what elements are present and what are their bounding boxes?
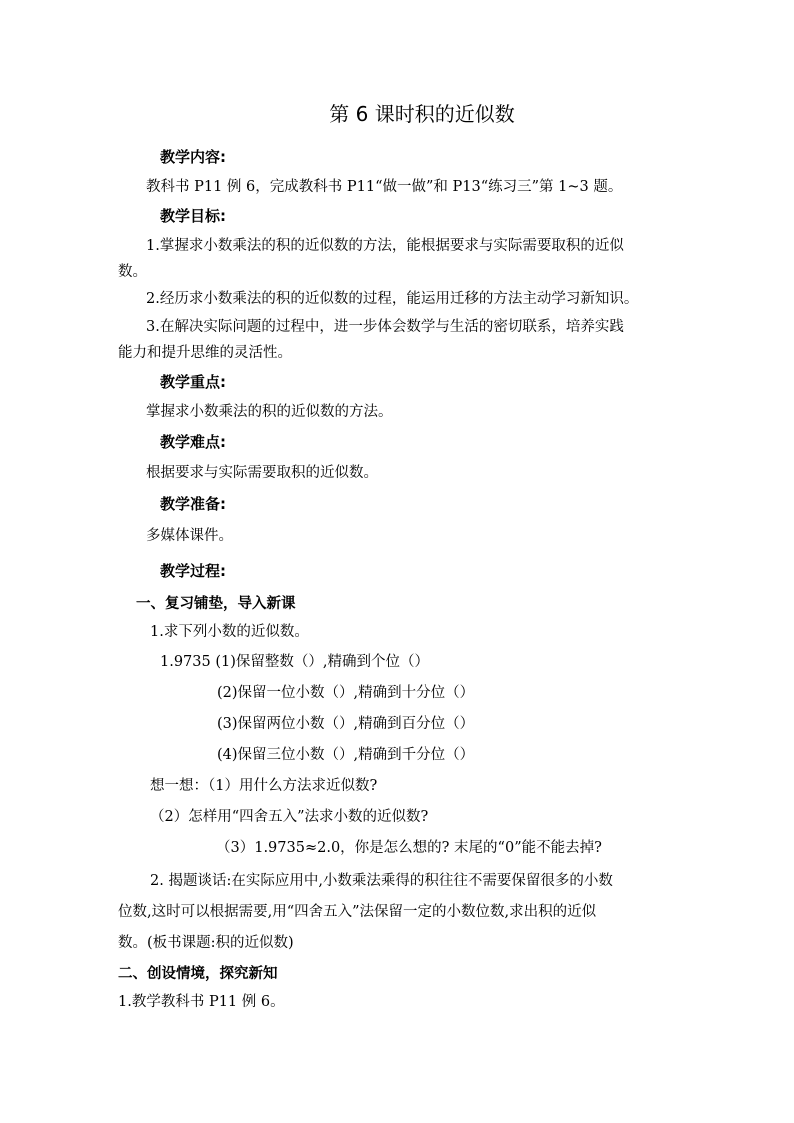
part-1-heading: 一、复习铺垫，导入新课 (136, 595, 296, 612)
think-3: （3）1.9735≈2.0，你是怎么想的? 末尾的“0”能不能去掉? (216, 840, 602, 856)
part-1-item-1: 1.求下列小数的近似数。 (150, 624, 309, 640)
key-text: 掌握求小数乘法的积的近似数的方法。 (146, 404, 393, 420)
part-2-heading: 二、创设情境，探究新知 (118, 965, 278, 982)
prep-heading: 教学准备: (160, 495, 226, 513)
question-2: (2)保留一位小数（）,精确到十分位（） (217, 685, 475, 701)
goal-3-line-2: 能力和提升思维的灵活性。 (118, 345, 292, 361)
think-1: 想一想：（1）用什么方法求近似数? (150, 778, 378, 794)
goal-3-line-1: 3.在解决实际问题的过程中，进一步体会数学与生活的密切联系，培养实践 (146, 319, 624, 335)
question-3: (3)保留两位小数（）,精确到百分位（） (217, 716, 475, 732)
content-text: 教科书 P11 例 6，完成教科书 P11“做一做”和 P13“练习三”第 1~3 题。 (146, 179, 623, 195)
goal-1-line-1: 1.掌握求小数乘法的积的近似数的方法，能根据要求与实际需要取积的近似 (146, 238, 624, 254)
difficulty-text: 根据要求与实际需要取积的近似数。 (146, 465, 378, 481)
part-1-item-2-line-1: 2. 揭题谈话:在实际应用中,小数乘法乘得的积往往不需要保留很多的小数 (150, 873, 613, 889)
question-1: 1.9735 (1)保留整数（）,精确到个位（） (160, 654, 429, 670)
goal-1-line-2: 数。 (118, 264, 147, 280)
goal-2: 2.经历求小数乘法的积的近似数的过程，能运用迁移的方法主动学习新知识。 (146, 291, 639, 307)
prep-text: 多媒体课件。 (146, 528, 233, 544)
page-title: 第 6 课时积的近似数 (329, 102, 515, 126)
part-2-item-1: 1.教学教科书 P11 例 6。 (118, 994, 285, 1010)
difficulty-heading: 教学难点: (160, 433, 226, 451)
key-heading: 教学重点: (160, 373, 226, 391)
part-1-item-2-line-3: 数。(板书课题:积的近似数) (118, 935, 294, 951)
question-4: (4)保留三位小数（）,精确到千分位（） (217, 747, 475, 763)
part-1-item-2-line-2: 位数,这时可以根据需要,用“四舍五入”法保留一定的小数位数,求出积的近似 (118, 904, 597, 920)
goals-heading: 教学目标: (160, 207, 226, 225)
content-heading: 教学内容: (160, 148, 226, 166)
think-2: （2）怎样用“四舍五入”法求小数的近似数? (150, 809, 429, 825)
process-heading: 教学过程: (160, 562, 226, 580)
